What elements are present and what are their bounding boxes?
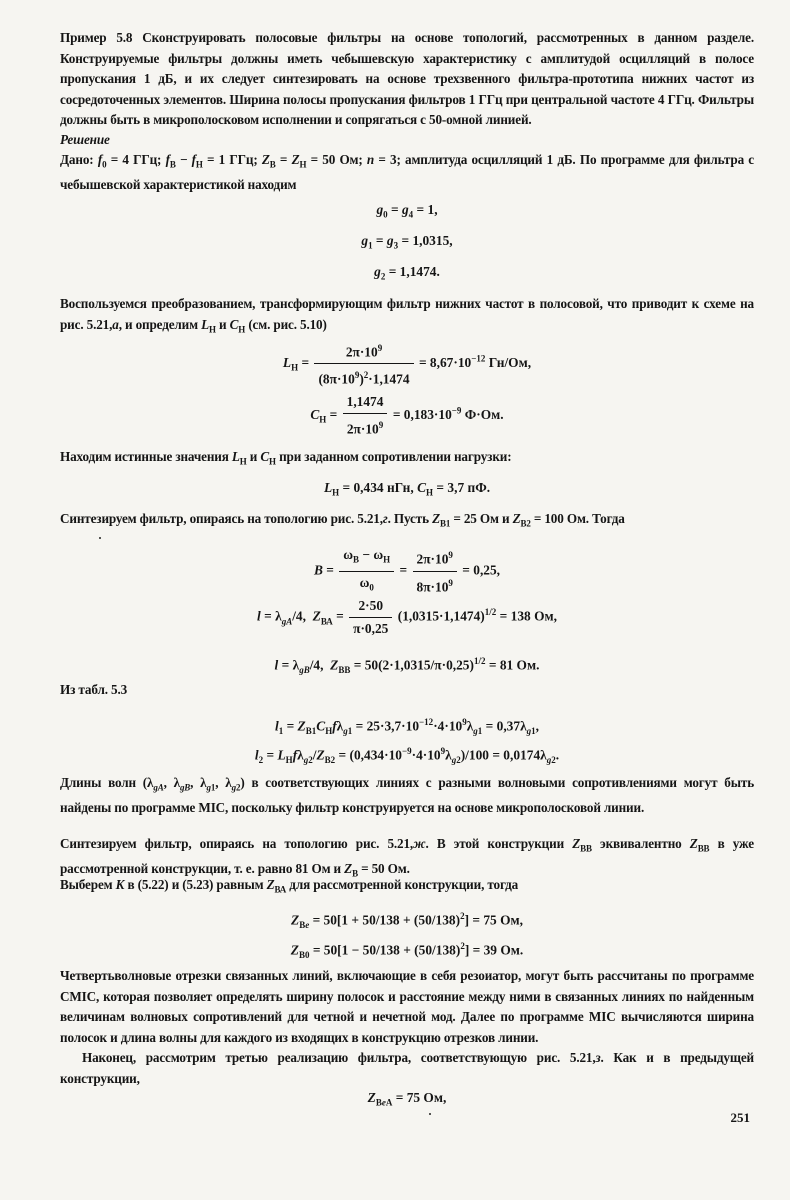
page-number: 251: [730, 1110, 750, 1125]
synthesis-text-2: . Пусть: [387, 511, 429, 526]
choose-text-2: в (5.22) и (5.23) равным: [127, 877, 264, 892]
synthesis-text: Синтезируем фильтр, опираясь на топологию рис. 5.21,: [60, 511, 383, 526]
given-paragraph: Дано: $f_0 = 4$ ГГц; $f_В - f_Н = 1$ ГГц; $Z_В = Z_Н = 50$ Ом; n = 3; амплитуда осцилляций 1 дБ. По программе для фильтра с чебышевской характеристикой находим: [60, 152, 755, 193]
equation-true-values: $L_Н = 0,434$ нГн, $C_Н = 3,7$ пФ.: [323, 480, 491, 498]
L-result: = 8,67·10: [418, 355, 472, 371]
wavelength-text: Длины волн: [60, 775, 136, 790]
g04-value: = 1,: [416, 202, 438, 217]
ZBA-expr: (1,0315·1,1474): [397, 608, 485, 624]
synthesis2-text-3: эквивалентно: [600, 836, 682, 851]
true-values-text-2: при заданном сопротивлении нагрузки:: [279, 449, 512, 464]
synthesis2-text-5: = 50 Ом.: [361, 861, 410, 877]
transform-text-2: , и определим: [118, 316, 198, 332]
wavelength-text-2: в соответствующих линиях с разными волновыми сопротивлениями могут быть найдены по программе MIC, поскольку фильтр конструируется на основе микрополосковой линии.: [60, 775, 755, 816]
third-text: Наконец, рассмотрим третью реализацию фильтра, соответствующую рис. 5.21,: [82, 1050, 596, 1065]
given-band: = 1 ГГц;: [207, 152, 258, 167]
synthesis-text-4: = 100 Ом. Тогда: [533, 511, 625, 526]
L-denominator: (8π·10: [318, 371, 355, 387]
synthesis-paragraph-2: Синтезируем фильтр, опираясь на топологию рис. 5.21,ж. В этой конструкции $Z_{ВВ}$ эквивалентно $Z_{ВВ}$ в уже рассмотренной конструкции, т. е. равно 81 Ом и $Z_В = 50$ Ом.: [60, 836, 754, 879]
third-realization-paragraph: Наконец, рассмотрим третью реализацию фильтра, соответствующую рис. 5.21,з. Как и в предыдущей конструкции,: [60, 1050, 755, 1086]
synthesis2-text-4: в уже рассмотренной конструкции, т. е. равно 81 Ом и: [60, 836, 754, 877]
L-numerator: 2π·10: [345, 344, 378, 360]
true-values-paragraph: Находим истинные значения $L_Н$ и $C_Н$ при заданном сопротивлении нагрузки:: [60, 449, 512, 467]
equation-g1-g3: $g_1 = g_3 = 1,0315$,: [361, 233, 453, 251]
true-values-text: Находим истинные значения: [60, 449, 229, 464]
equation-B: B = $\frac{\omega_В - \omega_Н}{\omega_0}$ = $\frac{2\pi\cdot 10^9}{8\pi\cdot 10^9}$ = 0,25,: [313, 547, 501, 595]
L-denominator-2: ·1,1474: [368, 371, 410, 387]
ZBA-numerator: 2·50: [349, 596, 392, 618]
choose-K-paragraph: Выберем K в (5.22) и (5.23) равным $Z_{ВА}$ для рассмотренной конструкции, тогда: [60, 877, 519, 895]
equation-L: $L_Н$ = $\frac{2\pi\cdot 10^9}{(8\pi\cdot 10^9)^2\cdot 1,1474}$ = $8,67\cdot 10^{-12}$ Гн/Ом,: [60, 338, 754, 390]
equation-C: $C_Н$ = $\frac{1,1474}{2\pi\cdot 10^9}$ = $0,183\cdot 10^{-9}$ Ф·Ом.: [310, 394, 504, 437]
example-paragraph: [60, 28, 754, 131]
L-unit: Гн/Ом,: [488, 355, 532, 371]
equation-l1: $l_1 = Z_{В1}C_Нf\lambda_{g1} = 25\cdot 3,7\cdot 10^{-12}\cdot 4\cdot 10^9\lambda_{g1} = 0,37\lambda_{g1}$,: [274, 717, 540, 737]
choose-text: Выберем: [60, 877, 113, 892]
true-C: = 3,7 пФ.: [436, 480, 491, 495]
ZBA-value: = 138 Ом,: [499, 608, 557, 624]
equation-ZBeA: $Z_{ВeА} = 75$ Ом,: [367, 1090, 447, 1108]
g13-value: = 1,0315,: [401, 233, 453, 248]
ZBB-expr: = 50(2·1,0315/π·0,25): [353, 657, 474, 673]
l2-expr-2: ·4·10: [411, 747, 441, 763]
ZB0-expr: = 50[1 − 50/138 + (50/138): [312, 942, 461, 958]
l2-result: )/100 = 0,0174λ: [460, 747, 547, 763]
synthesis2-text-2: . В этой конструкции: [425, 836, 565, 851]
ZBe-expr: = 50[1 + 50/138 + (50/138): [312, 912, 461, 928]
scan-speck: [99, 537, 101, 539]
ZBeA-value: = 75 Ом,: [395, 1090, 447, 1105]
table-reference: Из табл. 5.3: [60, 682, 128, 697]
ZBB-value: = 81 Ом.: [488, 657, 540, 673]
ZBA-denominator: π·0,25: [353, 621, 389, 636]
equation-l-ZBB: $l = \lambda_{gB}/4$, $Z_{ВВ} = 50(2\cdot 1,0315/\pi\cdot 0,25)^{1/2} = 81$ Ом.: [274, 656, 540, 676]
solution-label: Решение: [60, 132, 110, 147]
transform-text: Воспользуемся преобразованием, трансформирующим фильтр нижних частот в полосовой, что приводит к схеме на рис. 5.21,: [60, 296, 754, 332]
l1-expr-2: ·4·10: [433, 718, 463, 734]
ZBe-result: ] = 75 Ом,: [464, 912, 523, 928]
C-denominator: 2π·10: [346, 421, 379, 437]
coupled-lines-paragraph: Четвертьволновые отрезки связанных линий, включающие в себя резоиатор, могут быть рассчитаны по программе CMIC, которая позволяет определять ширину полосок и расстояние между ними в связанных линиях по найденным величинам волновых сопротивлений для четной и нечетной мод. Далее по программе MIC вычисляются ширина полосок и длина волны для каждого из входящих в конструкцию отрезков линии.: [60, 968, 754, 1045]
given-z: = 50 Ом;: [310, 152, 363, 167]
wavelength-paragraph: Длины волн ($\lambda_{gA}$, $\lambda_{gB}$, $\lambda_{g1}$, $\lambda_{g2}$) в соответствующих линиях с разными волновыми сопротивлениями могут быть найдены по программе MIC, поскольку фильтр конструируется на основе микрополосковой линии.: [60, 775, 755, 816]
example-text: Сконструировать полосовые фильтры на основе топологий, рассмотренных в данном разделе. Конструируемые фильтры должны иметь чебышевскую характеристику с амплитудой осцилляций в полосе пропускания 1 дБ, и их следует синтезировать на основе трехзвенного фильтра-прототипа нижних частот из сосредоточенных элементов. Ширина полосы пропускания фильтров 1 ГГц при центральной частоте 4 ГГц. Фильтры должны быть в микрополосковом исполнении и сопрягаться с 50-омной линией.: [60, 30, 754, 128]
l2-expr: = (0,434·10: [338, 747, 402, 763]
equation-g0-g4: $g_0 = g_4 = 1$,: [376, 202, 438, 220]
synthesis2-text: Синтезируем фильтр, опираясь на топологию рис. 5.21,: [60, 836, 414, 851]
transform-text-3: (см. рис. 5.10): [248, 316, 327, 332]
given-rest: = 3; амплитуда осцилляций 1 дБ. По программе для фильтра с чебышевской характеристикой находим: [60, 152, 755, 193]
third-text-2: . Как и в предыдущей конструкции,: [60, 1050, 755, 1086]
C-unit: Ф·Ом.: [464, 406, 504, 422]
scan-speck: [429, 1113, 431, 1115]
given-prefix: Дано:: [60, 152, 94, 167]
synthesis-text-3: = 25 Ом и: [453, 511, 510, 526]
C-result: = 0,183·10: [392, 406, 452, 422]
given-f0: = 4 ГГц;: [110, 152, 162, 167]
synthesis-paragraph-1: Синтезируем фильтр, опираясь на топологию рис. 5.21,г. Пусть $Z_{В1} = 25$ Ом и $Z_{В2} = 100$ Ом. Тогда: [60, 511, 625, 529]
true-L: = 0,434 нГн,: [342, 480, 414, 495]
transform-paragraph: Воспользуемся преобразованием, трансформирующим фильтр нижних частот в полосовой, что приводит к схеме на рис. 5.21,а, и определим $L_Н$ и $C_Н$ (см. рис. 5.10): [60, 296, 754, 335]
equation-l-ZBA: $l = \lambda_{gA}/4$, $Z_{ВА}$ = $\frac{2\cdot 50}{\pi\cdot 0,25}$ $(1,0315\cdot 1,1474)^{1/2} = 138$ Ом,: [60, 596, 754, 639]
equation-g2: $g_2 = 1,1474$.: [374, 264, 440, 282]
C-numerator: 1,1474: [343, 392, 388, 414]
B-result: = 0,25,: [462, 562, 501, 578]
l1-result: = 0,37λ: [485, 718, 527, 734]
equation-ZB0: $Z_{В0} = 50[1 - 50/138 + (50/138)^2] = 39$ Ом.: [290, 941, 524, 961]
equation-l2: $l_2 = L_Нf\lambda_{g2}/Z_{В2} = (0,434\cdot 10^{-9}\cdot 4\cdot 10^9\lambda_{g2})/100 = 0,0174\lambda_{g2}$.: [254, 746, 560, 766]
equation-ZBe: $Z_{Вe} = 50[1 + 50/138 + (50/138)^2] = 75$ Ом,: [291, 911, 523, 931]
g2-value: = 1,1474.: [388, 264, 440, 279]
ZB0-result: ] = 39 Ом.: [464, 942, 524, 958]
l1-expr: = 25·3,7·10: [355, 718, 420, 734]
example-label: Пример 5.8: [60, 30, 133, 45]
choose-text-3: для рассмотренной конструкции, тогда: [289, 877, 519, 892]
